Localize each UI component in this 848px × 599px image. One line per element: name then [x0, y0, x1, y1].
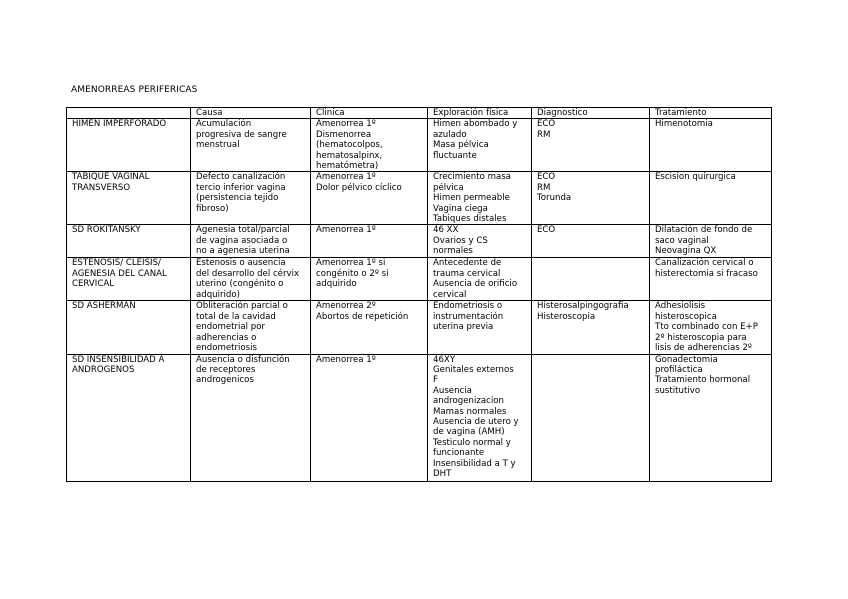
cell-name [67, 172, 191, 225]
cell-causa [191, 119, 311, 172]
cell-line: Dismenorrea [316, 129, 372, 140]
cell-line: ANDROGENOS [72, 364, 135, 375]
table-row [67, 354, 772, 481]
cell-line: menstrual [196, 140, 240, 151]
table-row [67, 258, 772, 301]
cell-line: cervical [433, 289, 467, 300]
cell-line: tercio inferior vagina [196, 182, 286, 193]
cell-causa [191, 172, 311, 225]
cell-line: RM [537, 182, 551, 193]
header-clinica: Clinica [311, 108, 428, 119]
cell-diagnostico [532, 301, 650, 354]
cell-line: Torunda [537, 193, 572, 204]
table-row [67, 301, 772, 354]
cell-clinica [311, 258, 428, 301]
cell-line: CERVICAL [72, 279, 115, 290]
cell-line: DHT [433, 468, 452, 479]
cell-clinica [311, 225, 428, 258]
cell-line: 46 XX [433, 225, 459, 236]
cell-line: uterino (congénito o [196, 279, 284, 290]
cell-line: Ausencia de utero y [433, 416, 519, 427]
cell-line: adquirido) [196, 289, 240, 300]
cell-clinica [311, 354, 428, 481]
cell-line: TRANSVERSO [72, 182, 131, 193]
cell-line: fibroso) [196, 203, 229, 214]
cell-line: Dolor pélvico cíclico [316, 182, 402, 193]
cell-line: azulado [433, 129, 467, 140]
cell-line: total de la cavidad [196, 311, 276, 322]
cell-line: Amenorrea 1º [316, 354, 376, 365]
cell-line: Amenorrea 1º [316, 172, 376, 183]
cell-line: Masa pélvica [433, 140, 489, 151]
cell-line: Agenesia total/parcial [196, 225, 290, 236]
cell-clinica [311, 119, 428, 172]
cell-line: ECO [537, 172, 556, 183]
cell-exploracion [428, 172, 532, 225]
cell-line: normales [433, 246, 473, 257]
cell-line: Abortos de repetición [316, 311, 409, 322]
cell-line: 2º histeroscopia para [655, 332, 747, 343]
cell-line: Amenorrea 2º [316, 301, 376, 312]
cell-name [67, 258, 191, 301]
cell-line: Histeroscopia [537, 311, 596, 322]
cell-line: progresiva de sangre [196, 129, 287, 140]
cell-line: fluctuante [433, 150, 477, 161]
table-header-row [67, 108, 772, 119]
cell-line: Canalización cervical o [655, 258, 754, 269]
cell-line: Tabiques distales [433, 214, 507, 225]
cell-line: funcionante [433, 448, 485, 459]
cell-diagnostico [532, 225, 650, 258]
cell-line: ECO [537, 119, 556, 130]
cell-diagnostico [532, 172, 650, 225]
table-row [67, 172, 772, 225]
cell-tratamiento [650, 258, 772, 301]
cell-line: congénito o 2º si [316, 268, 389, 279]
cell-line: (persistencia tejido [196, 193, 279, 204]
cell-line: Acumulación [196, 119, 252, 130]
cell-line: Histerosalpingografia [537, 301, 629, 312]
cell-line: TABIQUE VAGINAL [72, 172, 150, 183]
cell-causa [191, 301, 311, 354]
cell-diagnostico [532, 354, 650, 481]
cell-line: saco vaginal [655, 235, 709, 246]
cell-tratamiento [650, 354, 772, 481]
cell-line: histeroscopica [655, 311, 717, 322]
cell-line: AGENESIA DEL CANAL [72, 268, 167, 279]
cell-line: Ausencia [433, 385, 472, 396]
cell-exploracion [428, 225, 532, 258]
cell-tratamiento [650, 301, 772, 354]
header-diagnostico: Diagnostico [532, 108, 650, 119]
cell-line: SD ASHERMAN [72, 301, 136, 312]
cell-line: ESTENOSIS/ CLEISIS/ [72, 258, 161, 269]
cell-line: Neovagina QX [655, 246, 717, 257]
cell-line: pélvica [433, 182, 464, 193]
cell-line: endometrial por [196, 322, 266, 333]
cell-causa [191, 225, 311, 258]
cell-line: Tto combinado con E+P [655, 322, 758, 333]
table-row [67, 225, 772, 258]
cell-line: adquirido [316, 279, 357, 290]
cell-line: (hematocolpos, [316, 140, 383, 151]
cell-line: endometriosis [196, 343, 257, 354]
cell-line: hematómetra) [316, 161, 379, 172]
cell-line: uterina previa [433, 322, 494, 333]
cell-line: del desarrollo del cérvix [196, 268, 300, 279]
cell-causa [191, 258, 311, 301]
cell-line: de vagina asociada o [196, 235, 288, 246]
cell-line: Ausencia de orificio [433, 279, 518, 290]
cell-clinica [311, 172, 428, 225]
cell-causa [191, 354, 311, 481]
cell-line: Himen abombado y [433, 119, 518, 130]
cell-line: Gonadectomia [655, 354, 718, 365]
cell-line: Adhesiolisis [655, 301, 706, 312]
header-blank [67, 108, 191, 119]
cell-line: Obliteración parcial o [196, 301, 288, 312]
cell-line: Crecimiento masa [433, 172, 511, 183]
cell-line: de receptores [196, 364, 256, 375]
cell-line: F [433, 375, 438, 386]
cell-exploracion [428, 301, 532, 354]
cell-line: Vagina ciega [433, 203, 488, 214]
cell-line: histerectomia si fracaso [655, 268, 758, 279]
cell-line: Himen permeable [433, 193, 510, 204]
cell-tratamiento [650, 172, 772, 225]
cell-line: ECO [537, 225, 556, 236]
cell-line: Antecedente de [433, 258, 502, 269]
cell-line: androgenizacion [433, 396, 504, 407]
cell-line: Testiculo normal y [433, 437, 511, 448]
table-row [67, 119, 772, 172]
cell-name [67, 119, 191, 172]
cell-exploracion [428, 258, 532, 301]
header-causa: Causa [191, 108, 311, 119]
cell-line: Insensibilidad a T y [433, 458, 516, 469]
cell-tratamiento [650, 119, 772, 172]
cell-line: Himenotomia [655, 119, 713, 130]
cell-diagnostico [532, 258, 650, 301]
cell-diagnostico [532, 119, 650, 172]
cell-line: Escision quirurgica [655, 172, 736, 183]
cell-line: adherencias o [196, 332, 257, 343]
cell-line: RM [537, 129, 551, 140]
cell-line: Tratamiento hormonal [655, 375, 751, 386]
cell-line: androgenicos [196, 375, 254, 386]
cell-line: 46XY [433, 354, 456, 365]
cell-exploracion [428, 354, 532, 481]
cell-line: Dilatación de fondo de [655, 225, 753, 236]
cell-line: Endometriosis o [433, 301, 503, 312]
cell-line: Amenorrea 1º [316, 119, 376, 130]
cell-line: Mamas normales [433, 406, 507, 417]
cell-line: SD ROKITANSKY [72, 225, 141, 236]
cell-name [67, 354, 191, 481]
cell-exploracion [428, 119, 532, 172]
cell-line: Amenorrea 1º si [316, 258, 386, 269]
cell-line: Estenosis o ausencia [196, 258, 286, 269]
cell-line: no a agenesia uterina [196, 246, 290, 257]
amenorrhea-table [66, 107, 772, 482]
cell-line: HIMEN IMPERFORADO [72, 119, 167, 130]
cell-line: de vagina (AMH) [433, 427, 505, 438]
cell-line: Ausencia o disfunción [196, 354, 290, 365]
cell-tratamiento [650, 225, 772, 258]
header-tratamiento: Tratamiento [650, 108, 772, 119]
cell-line: trauma cervical [433, 268, 501, 279]
cell-line: SD INSENSIBILIDAD A [72, 354, 165, 365]
cell-line: instrumentación [433, 311, 504, 322]
page-title: AMENORREAS PERIFERICAS [71, 85, 198, 95]
cell-line: Defecto canalización [196, 172, 286, 183]
cell-name [67, 225, 191, 258]
cell-clinica [311, 301, 428, 354]
cell-line: profiláctica [655, 364, 703, 375]
cell-line: Genitales externos [433, 364, 514, 375]
cell-line: Ovarios y CS [433, 235, 488, 246]
cell-line: sustitutivo [655, 385, 701, 396]
cell-name [67, 301, 191, 354]
cell-line: hematosalpinx, [316, 150, 383, 161]
header-exploracion: Exploración física [428, 108, 532, 119]
cell-line: Amenorrea 1º [316, 225, 376, 236]
cell-line: lisis de adherencias 2º [655, 343, 752, 354]
